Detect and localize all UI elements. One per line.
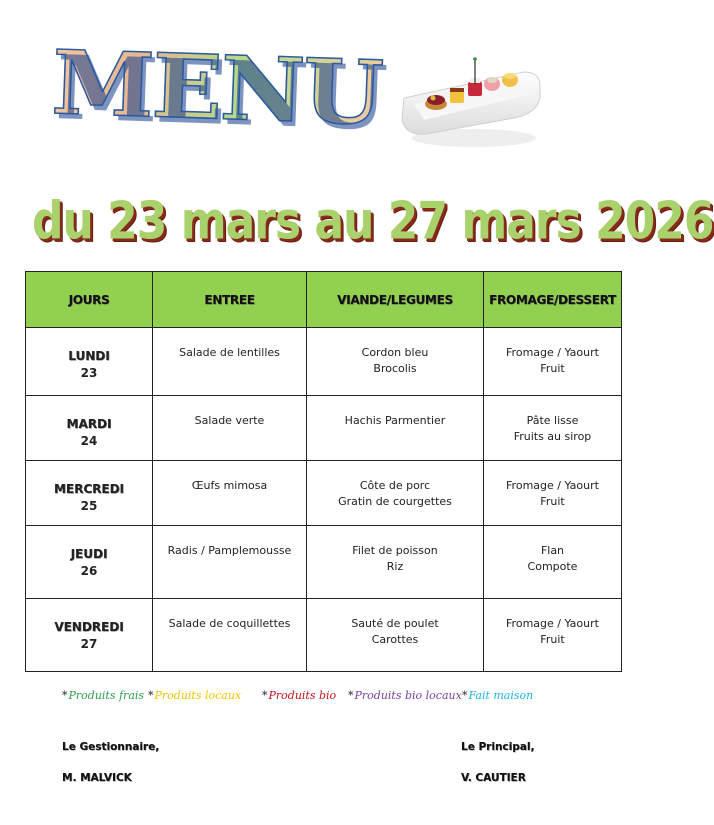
plat-item: Carottes bbox=[371, 633, 419, 646]
entree-cell bbox=[153, 599, 307, 672]
dessert-cell bbox=[484, 461, 622, 526]
plat-cell bbox=[307, 396, 484, 461]
dessert-item: Compote bbox=[527, 560, 578, 573]
legend-label: Produits bio locaux bbox=[354, 689, 462, 702]
dessert-item: Flan bbox=[540, 544, 565, 557]
day-number: 24 bbox=[80, 434, 98, 448]
gestionnaire-name: M. MALVICK bbox=[62, 772, 132, 784]
plat-item: Brocolis bbox=[373, 362, 417, 375]
legend-item-bio: *Produits bio bbox=[262, 689, 337, 702]
plat-cell bbox=[307, 526, 484, 599]
legend-item-locaux: *Produits locaux bbox=[148, 689, 242, 702]
table-row bbox=[26, 526, 622, 599]
principal-name: V. CAUTIER bbox=[461, 772, 526, 784]
dessert-item: Fruit bbox=[540, 633, 565, 646]
dessert-item: Fruits au sirop bbox=[513, 430, 592, 443]
plat-item: Filet de poisson bbox=[352, 544, 438, 557]
legend-item-fait-maison: *Fait maison bbox=[462, 689, 534, 702]
legend-label: Produits locaux bbox=[154, 689, 242, 702]
dessert-item: Fruit bbox=[540, 362, 565, 375]
day-cell bbox=[26, 599, 153, 672]
day-name: LUNDI bbox=[68, 349, 110, 363]
dessert-item: Fromage / Yaourt bbox=[506, 617, 599, 630]
day-number: 23 bbox=[80, 366, 98, 380]
legend-label: Fait maison bbox=[468, 689, 534, 702]
dessert-cell bbox=[484, 526, 622, 599]
entree-cell bbox=[153, 526, 307, 599]
entree-item: Salade de coquillettes bbox=[168, 617, 291, 630]
legend-item-bio-locaux: *Produits bio locaux bbox=[348, 689, 462, 702]
day-cell bbox=[26, 461, 153, 526]
legend-item-frais: *Produits frais bbox=[62, 689, 145, 702]
plat-item: Gratin de courgettes bbox=[338, 495, 452, 508]
day-cell bbox=[26, 328, 153, 396]
entree-cell bbox=[153, 396, 307, 461]
entree-cell bbox=[153, 461, 307, 526]
plat-item: Sauté de poulet bbox=[351, 617, 439, 630]
header-fromage-dessert: FROMAGE/DESSERT bbox=[484, 272, 622, 328]
day-name: JEUDI bbox=[70, 547, 108, 561]
legend-label: Produits frais bbox=[68, 689, 145, 702]
dessert-cell bbox=[484, 396, 622, 461]
plat-item: Côte de porc bbox=[359, 479, 431, 492]
header-entree: ENTREE bbox=[153, 272, 307, 328]
principal-title: Le Principal, bbox=[461, 741, 535, 753]
entree-item: Salade de lentilles bbox=[179, 346, 280, 359]
day-cell bbox=[26, 526, 153, 599]
appetizer-plate-image bbox=[396, 50, 546, 150]
entree-item: Œufs mimosa bbox=[191, 479, 268, 492]
dessert-cell bbox=[484, 328, 622, 396]
plat-item: Cordon bleu bbox=[361, 346, 429, 359]
day-name: VENDREDI bbox=[54, 620, 124, 634]
header-jours: JOURS bbox=[26, 272, 153, 328]
menu-table bbox=[25, 271, 622, 672]
day-cell bbox=[26, 396, 153, 461]
plat-item: Riz bbox=[386, 560, 404, 573]
dessert-item: Fromage / Yaourt bbox=[506, 479, 599, 492]
dessert-item: Pâte lisse bbox=[526, 414, 579, 427]
plat-cell bbox=[307, 461, 484, 526]
dessert-item: Fruit bbox=[540, 495, 565, 508]
legend-label: Produits bio bbox=[268, 689, 337, 702]
day-number: 27 bbox=[80, 637, 98, 651]
dessert-item: Fromage / Yaourt bbox=[506, 346, 599, 359]
table-header-row bbox=[26, 272, 622, 328]
entree-item: Radis / Pamplemousse bbox=[167, 544, 292, 557]
menu-title: MENU bbox=[50, 30, 384, 145]
day-name: MERCREDI bbox=[53, 482, 125, 496]
table-row bbox=[26, 396, 622, 461]
date-range-title: du 23 mars au 27 mars 2026 bbox=[32, 191, 714, 252]
dessert-cell bbox=[484, 599, 622, 672]
plat-item: Hachis Parmentier bbox=[344, 414, 446, 427]
plat-cell bbox=[307, 599, 484, 672]
table-row bbox=[26, 328, 622, 396]
gestionnaire-title: Le Gestionnaire, bbox=[62, 741, 160, 753]
header-viande-legumes: VIANDE/LEGUMES bbox=[307, 272, 484, 328]
table-row bbox=[26, 461, 622, 526]
day-number: 25 bbox=[80, 499, 98, 513]
entree-item: Salade verte bbox=[194, 414, 265, 427]
entree-cell bbox=[153, 328, 307, 396]
day-name: MARDI bbox=[66, 417, 112, 431]
table-row bbox=[26, 599, 622, 672]
plat-cell bbox=[307, 328, 484, 396]
day-number: 26 bbox=[80, 564, 98, 578]
